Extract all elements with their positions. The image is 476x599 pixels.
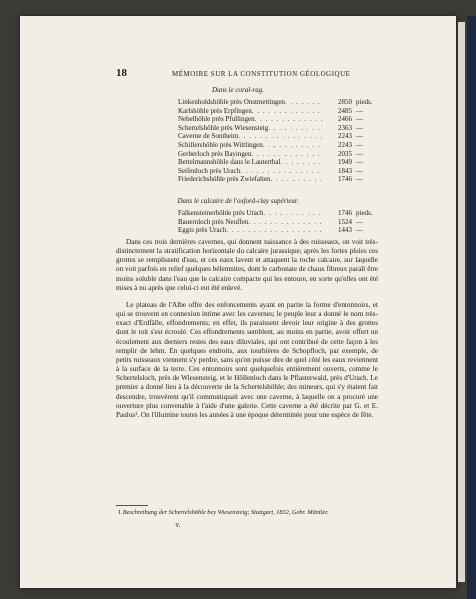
list-item: Caverne de Sontheim . . . 2243 — xyxy=(178,132,378,141)
section-title-oxford-clay: Dans le calcaire de l'oxford-clay supérieur. xyxy=(177,197,299,205)
list-item: Gerberloch près Bayingen . . . 2035 — xyxy=(178,150,378,159)
page-number: 18 xyxy=(116,67,127,79)
page-edge xyxy=(458,22,465,582)
list-item: Seifenloch près Urach . . . 1843 — xyxy=(178,167,378,176)
list-item: Linkenholdshöhle près Onstmettingen . . . 2850 pieds. xyxy=(178,98,378,107)
running-title: MÉMOIRE SUR LA CONSTITUTION GÉOLOGIQUE xyxy=(172,70,351,78)
cave-list-coral-rag xyxy=(178,98,378,184)
footnote-text: Beschreibung der Schertelshöhle bey Wiesensteig; Stuttgart, 1832, Gebr. Mäntler. xyxy=(122,509,329,516)
body-paragraph-1: Dans ces trois dernières cavernes, qui donnent naissance à des ruisseaux, on voit très-distinctement la stratification horizontale du calcaire jurassique; après les fortes pluies ces grottes se remplissent d'eau, et ces eaux lavent et attaquent la roche calcaire, sur laquelle on voit parfois en relief quelques bélemnites, dont le carbonate de chaux fibreux paraît être moins soluble dans l'eau que le calcaire compacte qui les entoure, en sorte qu'elles ont été mises à nu après que celui-ci eut été enlevé. xyxy=(116,238,378,292)
list-item: Bettelmannshöhle dans le Lauterthal . . . 1949 — xyxy=(178,158,378,167)
list-item: Bauernloch près Neuffen . . . 1524 — xyxy=(178,218,378,227)
list-item: Nebelhöhle près Pfullingen . . . 2466 — xyxy=(178,115,378,124)
list-item: Schertelshöhle près Wiesensteig . . . 2363 — xyxy=(178,124,378,133)
list-item: Karlshöhle près Erpfingen . . . 2485 — xyxy=(178,107,378,116)
section-title-coral-rag: Dans le coral-rag. xyxy=(212,86,264,94)
viewer-side-bar xyxy=(467,16,476,599)
footnote xyxy=(118,509,380,516)
list-item: Falkensteinerhöhle près Urach . . . 1746 pieds. xyxy=(178,209,378,218)
list-item: Friederichshöhle près Zwiefalten . . . 1746 — xyxy=(178,175,378,184)
signature-mark: Y. xyxy=(175,522,181,529)
list-item: Eggis près Urach . . . 1443 — xyxy=(178,226,378,235)
body-paragraph-2: Le plateau de l'Albe offre des enfoncements ayant en partie la forme d'entonnoirs, et qui se trouvent en connexion intime avec les cavernes; le peuple leur a donné le nom très-exact d'Erdfälle, effondrements; en effet, ils paraissent devoir leur origine à des grottes dont le toit s'est écroulé. Ces effondrements semblent, au moins en partie, avoir offert un écoulement aux derniers restes des eaux diluviales, qui ont contribué de cette façon à les remplir de lehm. En quelques endroits, aux tourbières de Schopfloch, par exemple, de petits ruisseaux viennent s'y perdre, sans qu'on puisse dire de quel côté les eaux reviennent à la surface de la terre. Ces entonnoirs sont quelquefois entièrement ouverts, comme le Schertelsloch, près de Wiesensteig, et le Höllenloch dans le Pflasterwald, près d'Urach. Le premier a donné lieu à la découverte de la Schertelshöhle; des mineurs, qui s'y étaient fait descendre, trouvèrent qu'il communiquait avec une caverne, à laquelle on a procuré une ouverture plus convenable à l'aide d'une galerie. Cette caverne a été décrite par G. et E. Paulus¹. On l'illumine toutes les années à une époque déterminée pour une espèce de fête. xyxy=(116,301,378,419)
footnote-rule xyxy=(116,505,148,506)
footnote-number: 1 xyxy=(118,509,122,516)
list-item: Schillershöhle près Wittlingen . . . 2243 — xyxy=(178,141,378,150)
cave-list-oxford-clay xyxy=(178,209,378,235)
